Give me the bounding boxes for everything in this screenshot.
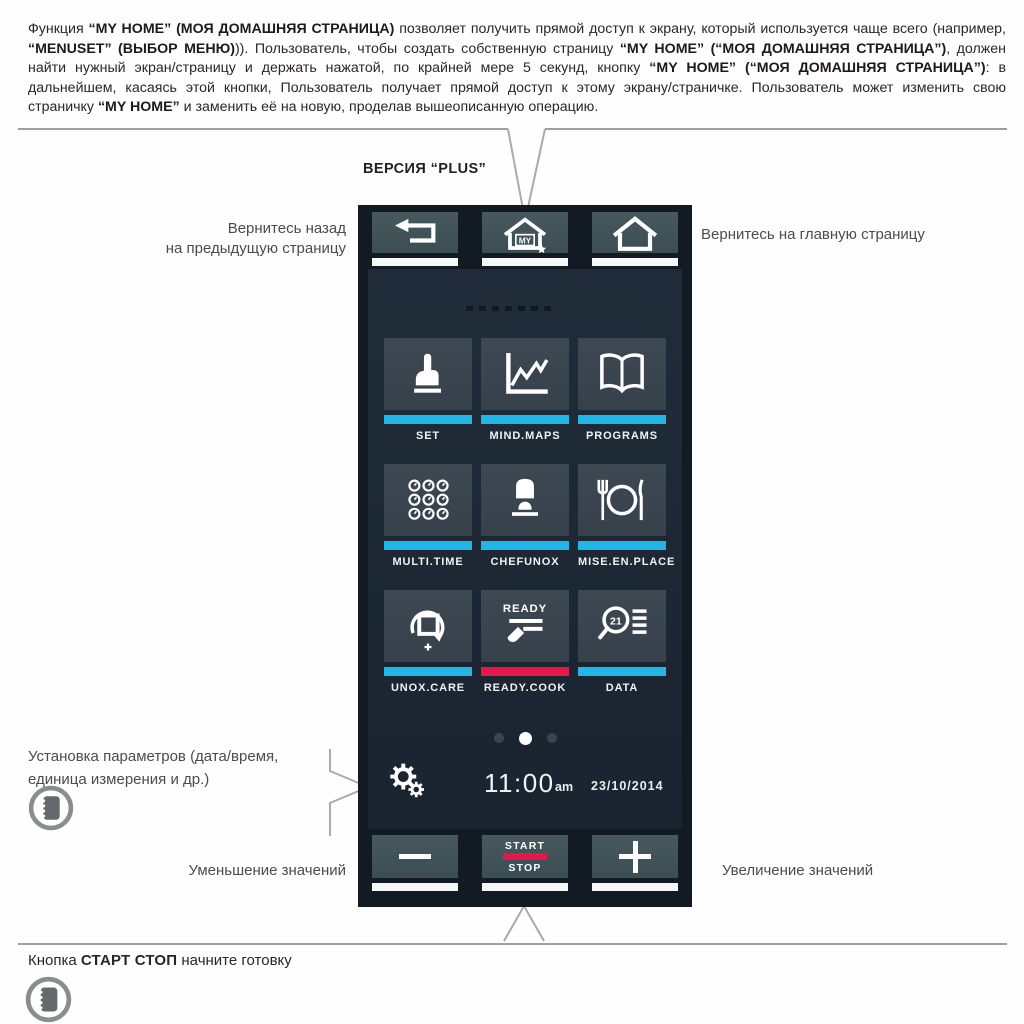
home-icon <box>592 212 678 253</box>
text-segment: “MENUSET” (ВЫБОР МЕНЮ) <box>28 40 235 57</box>
manual-page-icon <box>27 784 75 837</box>
start-stop-button[interactable] <box>482 835 568 891</box>
tile-underline <box>481 415 569 424</box>
tile-unox-care[interactable] <box>384 590 472 695</box>
start-label: START <box>504 839 546 852</box>
text-segment: , должен найти нужный экран/страницу и держать нажатой, по крайней мере 5 секунд, кнопку <box>28 40 1006 77</box>
my-home-button[interactable] <box>482 212 568 266</box>
clock-time: 11:00 <box>484 768 555 798</box>
clock-grid-icon <box>384 464 472 536</box>
my-home-icon <box>482 212 568 253</box>
nav-row <box>372 212 678 266</box>
stop-label: STOP <box>508 861 542 874</box>
tile-multi-time[interactable] <box>384 464 472 569</box>
text-segment: начните готовку <box>177 952 292 969</box>
back-button[interactable] <box>372 212 458 266</box>
tile-underline <box>481 541 569 550</box>
tile-chefunox[interactable] <box>481 464 569 569</box>
text-segment: “MY HOME” (“МОЯ ДОМАШНЯЯ СТРАНИЦА”) <box>619 40 947 57</box>
rotate-square-icon <box>384 590 472 662</box>
bottom-rule <box>18 943 1007 945</box>
tile-label: READY.COOK <box>483 682 567 694</box>
settings-gear-icon[interactable] <box>386 761 424 804</box>
svg-text:READY: READY <box>502 603 548 615</box>
text-segment: Кнопка <box>28 952 81 969</box>
oven-touch-panel <box>358 205 692 907</box>
tile-mind-maps[interactable] <box>481 338 569 443</box>
tile-label: MISE.EN.PLACE <box>578 556 676 568</box>
start-stop-red-bar <box>503 853 547 860</box>
tile-label: UNOX.CARE <box>390 682 466 694</box>
annotation-settings: Установка параметров (дата/время, единица измерения и др.) <box>28 748 279 788</box>
tile-mise-en-place[interactable] <box>578 464 676 569</box>
ready-hand-icon <box>481 590 569 662</box>
button-underline <box>482 883 568 891</box>
button-underline <box>482 258 568 266</box>
annotation-increase: Увеличение значений <box>722 862 874 879</box>
tile-set[interactable] <box>384 338 472 443</box>
tile-label: MULTI.TIME <box>392 556 464 568</box>
manual-page-icon <box>24 975 73 1024</box>
version-label: ВЕРСИЯ “PLUS” <box>363 161 487 177</box>
tile-programs[interactable] <box>578 338 666 443</box>
tile-label: DATA <box>605 682 639 694</box>
button-underline <box>592 258 678 266</box>
page-dot-0[interactable] <box>494 733 504 743</box>
text-segment: “MY HOME” <box>97 99 180 116</box>
tile-label: PROGRAMS <box>586 430 658 442</box>
annotation-back: Вернитесь назад на предыдущую страницу <box>165 220 346 257</box>
tile-grid <box>384 338 676 695</box>
home-button[interactable] <box>592 212 678 266</box>
text-segment: )). Пользователь, чтобы создать собственную страницу <box>234 40 620 57</box>
controls-row <box>372 835 678 891</box>
plus-button[interactable] <box>592 835 678 891</box>
plus-icon <box>619 841 651 873</box>
svg-text:21: 21 <box>610 615 622 628</box>
button-underline <box>372 883 458 891</box>
tile-underline <box>578 541 666 550</box>
page-dot-1[interactable] <box>519 732 532 745</box>
tile-underline <box>384 667 472 676</box>
minus-icon <box>399 854 431 859</box>
search-list-icon <box>578 590 666 662</box>
pagination-dots <box>358 731 692 745</box>
button-underline <box>372 258 458 266</box>
text-segment: : в дальнейшем, касаясь этой кнопки, Пользователь получает прямой доступ к этому экрану/страничке. Пользователь может изменить свою страничку <box>28 60 1006 116</box>
tile-label: SET <box>415 430 441 442</box>
top-rule-left <box>18 128 508 130</box>
tile-underline <box>481 667 569 676</box>
back-arrow-icon <box>372 212 458 253</box>
tile-label: MIND.MAPS <box>489 430 561 442</box>
button-underline <box>592 883 678 891</box>
tile-underline <box>578 667 666 676</box>
text-segment: позволяет получить прямой доступ к экрану, который используется чаще всего (например, <box>394 21 1007 38</box>
clock-meridiem: am <box>555 780 574 794</box>
tile-label: CHEFUNOX <box>490 556 560 568</box>
footer-caption <box>28 952 292 969</box>
intro-paragraph <box>28 20 1006 118</box>
top-rule-right <box>545 128 1007 130</box>
annotation-home: Вернитесь на главную страницу <box>701 226 925 243</box>
tile-underline <box>578 415 666 424</box>
pointing-hand-icon <box>384 338 472 410</box>
plate-cutlery-icon <box>578 464 666 536</box>
chef-hat-icon <box>481 464 569 536</box>
text-segment: и заменить её на новую, проделав вышеописанную операцию. <box>179 99 599 116</box>
tile-underline <box>384 415 472 424</box>
clock-date: 23/10/2014 <box>591 779 664 793</box>
annotation-decrease: Уменьшение значений <box>188 862 346 879</box>
minus-button[interactable] <box>372 835 458 891</box>
my-badge: MY <box>518 234 532 245</box>
tile-underline <box>384 541 472 550</box>
page-dot-2[interactable] <box>547 733 557 743</box>
text-segment: “MY HOME” (“МОЯ ДОМАШНЯЯ СТРАНИЦА”) <box>649 60 986 77</box>
text-segment: “MY HOME” (МОЯ ДОМАШНЯЯ СТРАНИЦА) <box>88 21 395 38</box>
ghost-text-row <box>466 306 554 311</box>
text-segment: СТАРТ СТОП <box>80 952 178 969</box>
open-book-icon <box>578 338 666 410</box>
tile-ready-cook[interactable] <box>481 590 569 695</box>
tile-data[interactable] <box>578 590 666 695</box>
line-chart-icon <box>481 338 569 410</box>
text-segment: Функция <box>28 21 89 38</box>
